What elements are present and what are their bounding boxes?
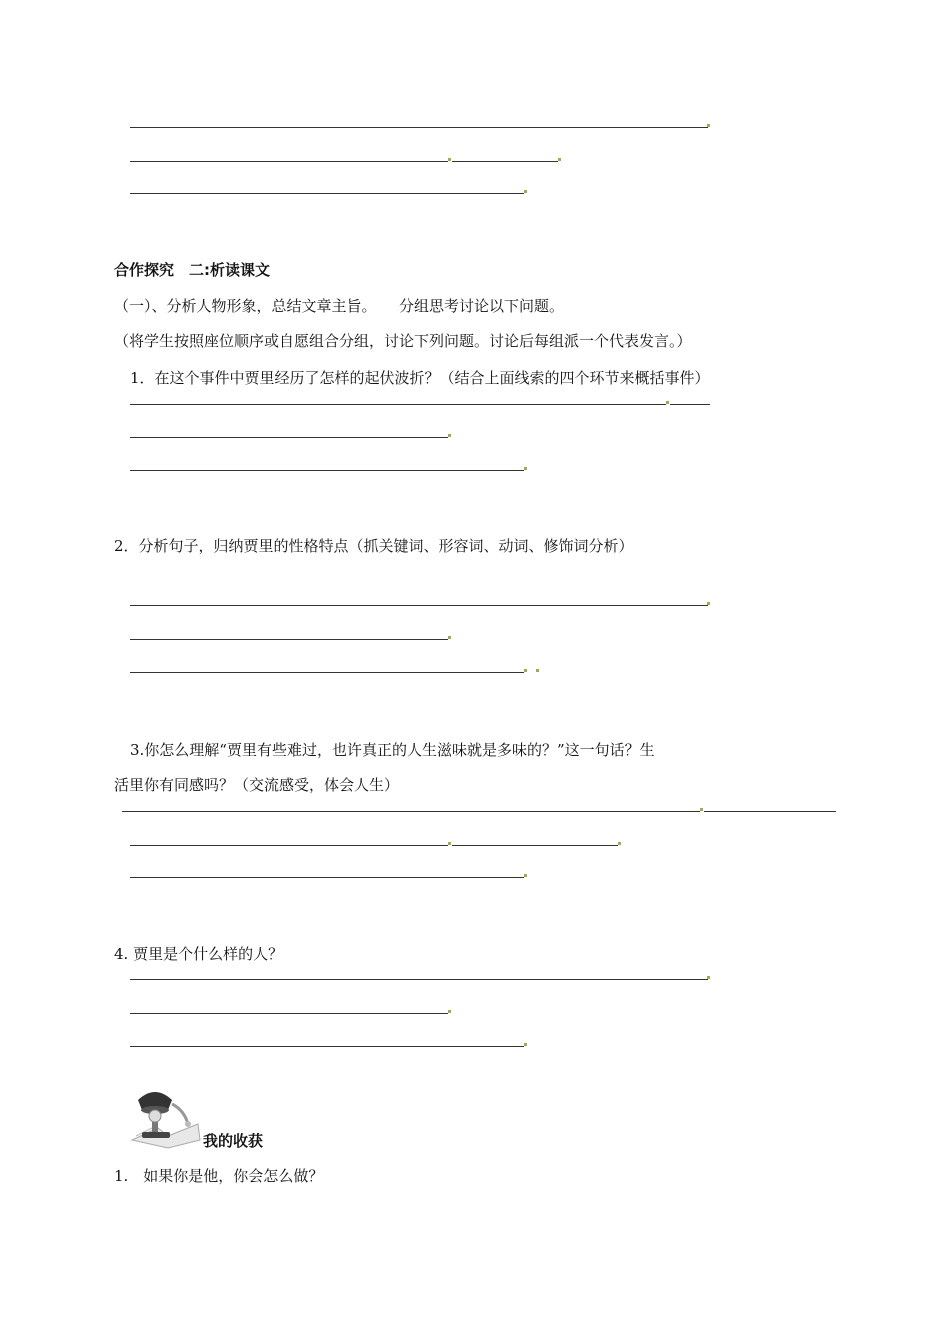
answer-line[interactable] bbox=[670, 404, 710, 405]
answer-line[interactable] bbox=[130, 672, 524, 673]
section-heading: 合作探究 二:析读课文 bbox=[114, 261, 270, 279]
answer-line[interactable] bbox=[130, 161, 448, 162]
line-end-mark bbox=[558, 158, 561, 161]
answer-line[interactable] bbox=[130, 1046, 524, 1047]
line-end-mark bbox=[707, 976, 710, 979]
line-end-mark bbox=[524, 1043, 527, 1046]
answer-line[interactable] bbox=[130, 979, 708, 980]
answer-line[interactable] bbox=[130, 845, 448, 846]
line-end-mark bbox=[707, 602, 710, 605]
answer-line[interactable] bbox=[130, 127, 708, 128]
line-end-mark bbox=[448, 842, 451, 845]
question-3-line-2: 活里你有同感吗？（交流感受，体会人生） bbox=[114, 776, 400, 794]
question-4: 4. 贾里是个什么样的人？ bbox=[114, 945, 284, 963]
harvest-question-1: 1. 如果你是他，你会怎么做？ bbox=[114, 1167, 324, 1185]
lamp-reading-icon bbox=[128, 1080, 204, 1150]
answer-line[interactable] bbox=[130, 1013, 448, 1014]
answer-line[interactable] bbox=[130, 877, 524, 878]
line-end-mark bbox=[618, 842, 621, 845]
line-end-mark bbox=[448, 1010, 451, 1013]
line-end-mark bbox=[524, 467, 527, 470]
line-end-mark bbox=[448, 636, 451, 639]
answer-line[interactable] bbox=[452, 161, 558, 162]
section-instruction: （将学生按照座位顺序或自愿组合分组，讨论下列问题。讨论后每组派一个代表发言。） bbox=[114, 332, 692, 350]
answer-line[interactable] bbox=[452, 845, 618, 846]
line-end-mark bbox=[524, 669, 527, 672]
answer-line[interactable] bbox=[130, 605, 708, 606]
line-end-mark bbox=[700, 808, 703, 811]
line-end-mark bbox=[707, 124, 710, 127]
question-3-line-1: 3.你怎么理解“贾里有些难过，也许真正的人生滋味就是多味的？”这一句话？生 bbox=[130, 741, 655, 759]
line-end-mark bbox=[666, 401, 669, 404]
answer-line[interactable] bbox=[704, 811, 836, 812]
line-end-mark bbox=[448, 434, 451, 437]
line-end-mark bbox=[524, 874, 527, 877]
answer-line[interactable] bbox=[130, 404, 666, 405]
answer-line[interactable] bbox=[130, 437, 448, 438]
line-end-mark bbox=[536, 669, 539, 672]
answer-line[interactable] bbox=[130, 193, 524, 194]
line-end-mark bbox=[448, 158, 451, 161]
answer-line[interactable] bbox=[130, 639, 448, 640]
section-subheading: （一）、分析人物形象，总结文章主旨。 分组思考讨论以下问题。 bbox=[114, 297, 565, 315]
question-1: 1．在这个事件中贾里经历了怎样的起伏波折？（结合上面线索的四个环节来概括事件） bbox=[130, 369, 710, 387]
answer-line[interactable] bbox=[122, 811, 700, 812]
line-end-mark bbox=[524, 190, 527, 193]
question-2: 2．分析句子，归纳贾里的性格特点（抓关键词、形容词、动词、修饰词分析） bbox=[114, 537, 634, 555]
answer-line[interactable] bbox=[130, 470, 524, 471]
harvest-title: 我的收获 bbox=[203, 1132, 264, 1150]
